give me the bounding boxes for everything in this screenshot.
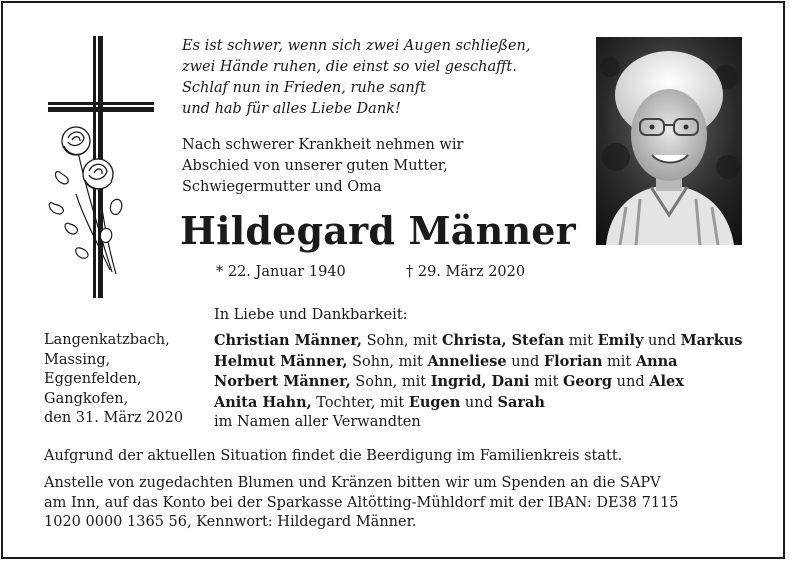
family-member: Emily [597, 332, 644, 349]
donation-notice [44, 474, 744, 533]
family-member: Sarah [497, 393, 545, 411]
donation-line: Anstelle von zugedachten Blumen und Kränzen bitten wir um Spenden an die SAPV [44, 475, 661, 491]
intro-line: Nach schwerer Krankheit nehmen wir [182, 137, 464, 153]
relation-text: Sohn, mit [350, 374, 431, 390]
relation-text: Sohn, mit [347, 353, 428, 370]
death-date: † 29. März 2020 [406, 264, 526, 280]
poem-line: Es ist schwer, wenn sich zwei Augen schließen, [182, 38, 531, 54]
place-date: den 31. März 2020 [44, 410, 184, 426]
family-member: Anneliese [427, 352, 507, 370]
family-member: Helmut Männer, [214, 352, 348, 370]
announcement-intro [182, 135, 582, 198]
family-line [214, 352, 742, 373]
deceased-name: Hildegard Männer [180, 208, 576, 253]
relation-text: und [612, 374, 650, 390]
relation-text: mit [564, 333, 598, 349]
poem [182, 36, 582, 120]
family-line: im Namen aller Verwandten [214, 414, 421, 430]
relation-text: und [643, 333, 681, 349]
family-member: Georg [563, 373, 613, 390]
donation-line: am Inn, auf das Konto bei der Sparkasse Altötting-Mühldorf mit der IBAN: DE38 7115 [44, 494, 679, 511]
funeral-notice: Aufgrund der aktuellen Situation findet die Beerdigung im Familienkreis statt. [44, 448, 623, 464]
family-list [214, 331, 742, 433]
relation-text: Sohn, mit [361, 333, 442, 349]
relation-text: mit [529, 374, 564, 390]
intro-line: Schwiegermutter und Oma [182, 179, 382, 195]
family-member: Ingrid, Dani [430, 373, 530, 390]
places-list [44, 331, 183, 429]
family-member: Anita Hahn, [214, 393, 312, 411]
thanks-line: In Liebe und Dankbarkeit: [214, 307, 408, 323]
portrait-photo [596, 37, 742, 245]
relation-text: Tochter, mit [311, 394, 409, 411]
relation-text: und [460, 394, 498, 411]
family-member: Anna [635, 352, 678, 370]
family-line [214, 393, 742, 414]
place: Massing, [44, 351, 111, 368]
family-member: Norbert Männer, [214, 373, 351, 390]
family-member: Christian Männer, [214, 332, 362, 349]
place: Langenkatzbach, [44, 332, 170, 348]
life-dates [216, 262, 526, 282]
family-line [214, 331, 742, 352]
place: Eggenfelden, [44, 371, 142, 387]
family-member: Alex [649, 373, 684, 390]
family-line [214, 372, 742, 393]
birth-date: * 22. Januar 1940 [216, 264, 346, 280]
family-member: Markus [680, 332, 743, 349]
poem-line: Schlaf nun in Frieden, ruhe sanft [182, 80, 426, 96]
family-member: Christa, Stefan [441, 332, 565, 349]
intro-line: Abschied von unserer guten Mutter, [182, 158, 448, 174]
place: Gangkofen, [44, 390, 129, 407]
cross-with-roses-icon [40, 34, 160, 304]
family-member: Florian [543, 352, 603, 370]
poem-line: zwei Hände ruhen, die einst so viel geschafft. [182, 59, 517, 75]
relation-text: mit [602, 353, 636, 370]
relation-text: und [506, 353, 544, 370]
poem-line: und hab für alles Liebe Dank! [182, 101, 401, 117]
donation-line: 1020 0000 1365 56, Kennwort: Hildegard Männer. [44, 514, 417, 530]
family-member: Eugen [408, 393, 461, 411]
